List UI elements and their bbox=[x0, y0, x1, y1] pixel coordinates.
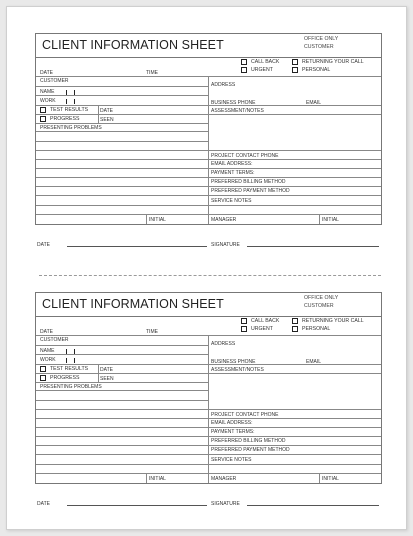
name-label: NAME bbox=[40, 89, 55, 95]
row-divider bbox=[36, 445, 381, 446]
progress-label: PROGRESS bbox=[50, 375, 80, 381]
presenting-problems-label: PRESENTING PROBLEMS bbox=[40, 125, 102, 131]
progress-option[interactable] bbox=[40, 116, 79, 122]
form-title: CLIENT INFORMATION SHEET bbox=[42, 38, 224, 52]
work-label: WORK bbox=[40, 357, 56, 363]
seen-label: SEEN bbox=[100, 376, 114, 382]
checkbox[interactable] bbox=[40, 107, 46, 113]
progress-label: PROGRESS bbox=[50, 116, 80, 122]
time-label: TIME bbox=[146, 70, 158, 76]
row-divider bbox=[36, 105, 381, 106]
seen-label: SEEN bbox=[100, 117, 114, 123]
cell-divider bbox=[146, 214, 147, 224]
name-label: NAME bbox=[40, 348, 55, 354]
row-divider bbox=[36, 373, 381, 374]
checkbox[interactable] bbox=[40, 375, 46, 381]
email-address-label: EMAIL ADDRESS: bbox=[211, 161, 253, 167]
row-divider bbox=[36, 150, 381, 151]
initial-label: INITIAL bbox=[149, 476, 166, 482]
row-divider bbox=[36, 177, 381, 178]
email-label: EMAIL bbox=[306, 359, 322, 365]
row-divider bbox=[36, 123, 208, 124]
project-contact-phone-label: PROJECT CONTACT PHONE bbox=[211, 153, 279, 159]
field-separator bbox=[74, 358, 75, 363]
call-back-option[interactable] bbox=[241, 318, 279, 324]
signature-label: SIGNATURE bbox=[211, 501, 240, 507]
test-results-option[interactable] bbox=[40, 366, 88, 372]
row-divider bbox=[36, 454, 381, 455]
row-divider bbox=[36, 205, 381, 206]
initial2-label: INITIAL bbox=[322, 476, 339, 482]
call-back-option[interactable] bbox=[241, 59, 279, 65]
test-results-label: TEST RESULTS bbox=[50, 366, 89, 372]
checkbox[interactable] bbox=[292, 318, 298, 324]
personal-option[interactable] bbox=[292, 326, 330, 332]
business-phone-label: BUSINESS PHONE bbox=[211, 100, 256, 106]
returning-call-label: RETURNING YOUR CALL bbox=[302, 59, 364, 65]
row-divider bbox=[36, 418, 381, 419]
customer-office-label: CUSTOMER bbox=[304, 302, 334, 309]
time-label: TIME bbox=[146, 329, 158, 335]
row-divider bbox=[36, 354, 208, 355]
checkbox[interactable] bbox=[241, 318, 247, 324]
returning-call-option[interactable] bbox=[292, 59, 364, 65]
row-divider bbox=[36, 114, 381, 115]
manager-label: MANAGER bbox=[211, 476, 237, 482]
row-divider bbox=[36, 168, 381, 169]
checkbox[interactable] bbox=[292, 326, 298, 332]
field-separator bbox=[66, 358, 67, 363]
email-address-label: EMAIL ADDRESS: bbox=[211, 420, 253, 426]
date-label: DATE bbox=[40, 70, 53, 76]
service-notes-label: SERVICE NOTES bbox=[211, 457, 252, 463]
urgent-label: URGENT bbox=[251, 326, 273, 332]
row-divider bbox=[36, 214, 381, 215]
email-label: EMAIL bbox=[306, 100, 322, 106]
row-divider bbox=[36, 141, 208, 142]
progress-option[interactable] bbox=[40, 375, 79, 381]
row-divider bbox=[36, 159, 381, 160]
checkbox[interactable] bbox=[241, 59, 247, 65]
row-divider bbox=[36, 473, 381, 474]
work-label: WORK bbox=[40, 98, 56, 104]
urgent-label: URGENT bbox=[251, 67, 273, 73]
call-back-label: CALL BACK bbox=[251, 318, 280, 324]
checkbox[interactable] bbox=[40, 366, 46, 372]
office-only-label: OFFICE ONLY bbox=[304, 36, 339, 42]
row-divider bbox=[36, 195, 381, 196]
cell-divider bbox=[319, 214, 320, 224]
address-label: ADDRESS bbox=[211, 341, 236, 347]
client-form-top bbox=[35, 33, 382, 256]
address-label: ADDRESS bbox=[211, 82, 236, 88]
personal-label: PERSONAL bbox=[302, 67, 331, 73]
date2-label: DATE bbox=[100, 108, 113, 114]
footer-date-label: DATE bbox=[37, 242, 50, 248]
returning-call-label: RETURNING YOUR CALL bbox=[302, 318, 364, 324]
preferred-billing-label: PREFERRED BILLING METHOD bbox=[211, 179, 286, 185]
row-divider bbox=[36, 86, 208, 87]
test-results-option[interactable] bbox=[40, 107, 88, 113]
urgent-option[interactable] bbox=[241, 67, 273, 73]
office-only-box bbox=[304, 295, 378, 310]
checkbox[interactable] bbox=[40, 116, 46, 122]
date-label: DATE bbox=[40, 329, 53, 335]
date-line[interactable] bbox=[67, 505, 207, 506]
preferred-payment-label: PREFERRED PAYMENT METHOD bbox=[211, 447, 290, 453]
personal-option[interactable] bbox=[292, 67, 330, 73]
row-divider bbox=[36, 186, 381, 187]
footer-date-label: DATE bbox=[37, 501, 50, 507]
form-box bbox=[35, 292, 382, 484]
row-divider bbox=[36, 382, 208, 383]
row-divider bbox=[36, 464, 381, 465]
presenting-problems-label: PRESENTING PROBLEMS bbox=[40, 384, 102, 390]
row-divider bbox=[36, 427, 381, 428]
service-notes-label: SERVICE NOTES bbox=[211, 198, 252, 204]
field-separator bbox=[66, 99, 67, 104]
row-divider bbox=[36, 409, 381, 410]
customer-office-label: CUSTOMER bbox=[304, 43, 334, 50]
date2-label: DATE bbox=[100, 367, 113, 373]
customer-label: CUSTOMER bbox=[40, 337, 69, 343]
signature-line[interactable] bbox=[247, 505, 379, 506]
row-divider bbox=[36, 95, 208, 96]
field-separator bbox=[74, 99, 75, 104]
office-only-label: OFFICE ONLY bbox=[304, 295, 339, 301]
row-divider bbox=[36, 390, 208, 391]
checkbox[interactable] bbox=[292, 67, 298, 73]
returning-call-option[interactable] bbox=[292, 318, 364, 324]
preferred-payment-label: PREFERRED PAYMENT METHOD bbox=[211, 188, 290, 194]
urgent-option[interactable] bbox=[241, 326, 273, 332]
customer-label: CUSTOMER bbox=[40, 78, 69, 84]
assessment-notes-label: ASSESSMENT/NOTES bbox=[211, 367, 264, 373]
row-divider bbox=[36, 345, 208, 346]
form-title: CLIENT INFORMATION SHEET bbox=[42, 297, 224, 311]
initial-label: INITIAL bbox=[149, 217, 166, 223]
row-divider bbox=[36, 131, 208, 132]
checkbox[interactable] bbox=[292, 59, 298, 65]
business-phone-label: BUSINESS PHONE bbox=[211, 359, 256, 365]
personal-label: PERSONAL bbox=[302, 326, 331, 332]
row-divider bbox=[36, 400, 208, 401]
signature-label: SIGNATURE bbox=[211, 242, 240, 248]
row-divider bbox=[36, 436, 381, 437]
title-row bbox=[36, 293, 381, 317]
cut-line bbox=[39, 275, 381, 276]
client-form-bottom bbox=[35, 292, 382, 515]
initial2-label: INITIAL bbox=[322, 217, 339, 223]
manager-label: MANAGER bbox=[211, 217, 237, 223]
assessment-notes-label: ASSESSMENT/NOTES bbox=[211, 108, 264, 114]
date-line[interactable] bbox=[67, 246, 207, 247]
cell-divider bbox=[319, 473, 320, 483]
cell-divider bbox=[146, 473, 147, 483]
title-row bbox=[36, 34, 381, 58]
payment-terms-label: PAYMENT TERMS: bbox=[211, 429, 255, 435]
form-box bbox=[35, 33, 382, 225]
checkbox[interactable] bbox=[241, 67, 247, 73]
signature-line[interactable] bbox=[247, 246, 379, 247]
project-contact-phone-label: PROJECT CONTACT PHONE bbox=[211, 412, 279, 418]
document-page bbox=[6, 6, 407, 530]
test-results-label: TEST RESULTS bbox=[50, 107, 89, 113]
call-back-label: CALL BACK bbox=[251, 59, 280, 65]
office-only-box bbox=[304, 36, 378, 51]
payment-terms-label: PAYMENT TERMS: bbox=[211, 170, 255, 176]
row-divider bbox=[36, 364, 381, 365]
preferred-billing-label: PREFERRED BILLING METHOD bbox=[211, 438, 286, 444]
checkbox[interactable] bbox=[241, 326, 247, 332]
